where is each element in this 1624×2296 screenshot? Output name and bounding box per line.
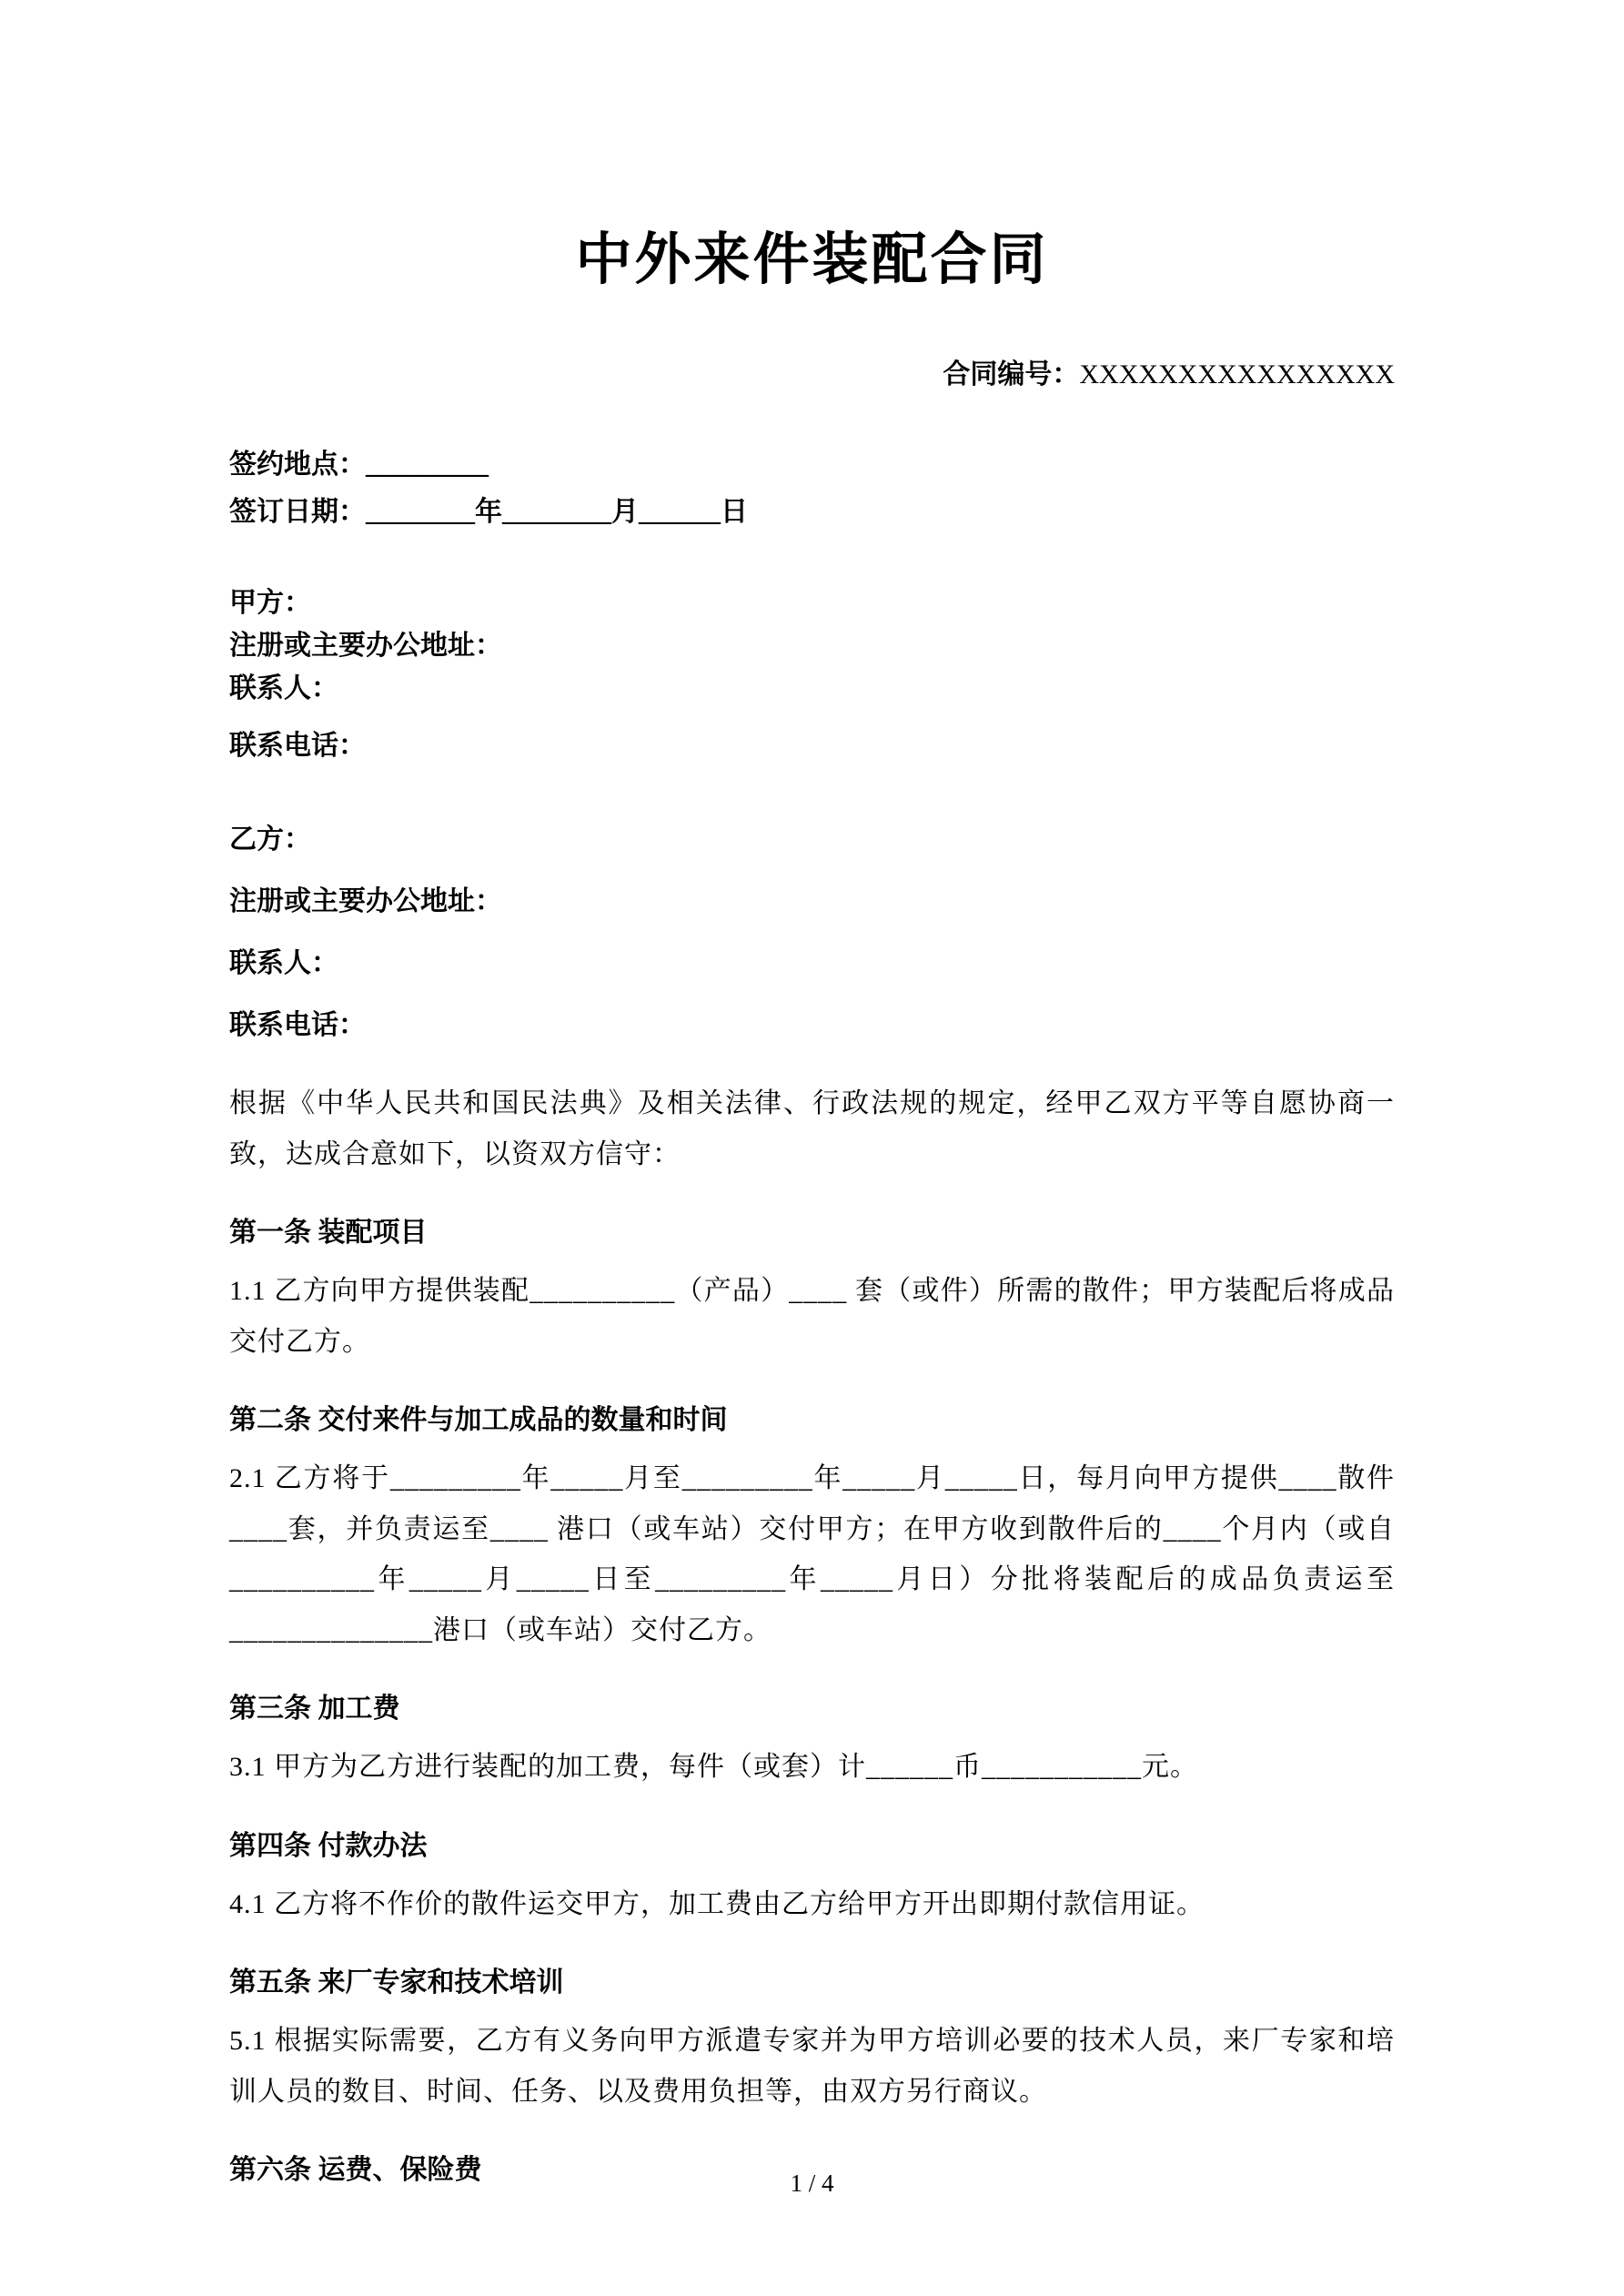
sign-date-line: 签订日期：________年________月______日 <box>229 497 748 527</box>
contract-number-line <box>229 351 1395 391</box>
contract-number-value: XXXXXXXXXXXXXXXX <box>1079 359 1395 389</box>
section-3-body: 3.1 甲方为乙方进行装配的加工费，每件（或套）计______币___________元。 <box>229 1752 1198 1782</box>
section-2-heading: 第二条 交付来件与加工成品的数量和时间 <box>229 1405 728 1435</box>
section-3 <box>229 1688 1395 1793</box>
party-a-phone-line: 联系电话： <box>229 731 366 761</box>
sign-place-line: 签约地点：_________ <box>229 450 489 480</box>
preamble-paragraph: 根据《中华人民共和国民法典》及相关法律、行政法规的规定，经甲乙双方平等自愿协商一致，达成合意如下，以资双方信守： <box>229 1088 1395 1169</box>
party-b-phone-line: 联系电话： <box>229 1010 366 1040</box>
party-b-block <box>229 824 1395 1042</box>
document-title: 中外来件装配合同 <box>575 229 1049 291</box>
section-2-body: 2.1 乙方将于_________年_____月至_________年_____月_____日，每月向甲方提供____散件____套，并负责运至____ 港口（或车站）交付甲方；在甲方收到散件后的____个月内（或自__________年_____月_____日至_________年_____月日）分批将装配后的成品负责运至______________港口（或车站）交付乙方。 <box>229 1463 1395 1645</box>
section-1 <box>229 1212 1395 1367</box>
party-a-block <box>229 582 1395 767</box>
party-a-contact-line: 联系人： <box>229 673 338 703</box>
page-number: 1 / 4 <box>790 2170 834 2197</box>
section-5-body: 5.1 根据实际需要，乙方有义务向甲方派遣专家并为甲方培训必要的技术人员，来厂专家和培训人员的数目、时间、任务、以及费用负担等，由双方另行商议。 <box>229 2026 1395 2107</box>
section-1-heading: 第一条 装配项目 <box>229 1218 428 1248</box>
section-5-heading: 第五条 来厂专家和技术培训 <box>229 1967 564 1998</box>
signing-info-block <box>229 441 1395 536</box>
section-6-heading: 第六条 运费、保险费 <box>229 2155 482 2185</box>
section-5 <box>229 1962 1395 2117</box>
party-b-address-line: 注册或主要办公地址： <box>229 886 502 916</box>
section-4 <box>229 1826 1395 1930</box>
party-b-contact-line: 联系人： <box>229 948 338 978</box>
section-1-body: 1.1 乙方向甲方提供装配__________（产品）____ 套（或件）所需的散件；甲方装配后将成品交付乙方。 <box>229 1276 1395 1357</box>
party-b-name-line: 乙方： <box>229 824 311 855</box>
section-3-heading: 第三条 加工费 <box>229 1694 400 1724</box>
section-4-heading: 第四条 付款办法 <box>229 1830 428 1861</box>
party-a-address-line: 注册或主要办公地址： <box>229 631 502 661</box>
section-4-body: 4.1 乙方将不作价的散件运交甲方，加工费由乙方给甲方开出即期付款信用证。 <box>229 1888 1205 1919</box>
section-2 <box>229 1400 1395 1655</box>
party-a-name-line: 甲方： <box>229 588 311 618</box>
contract-number-label: 合同编号： <box>943 359 1080 389</box>
